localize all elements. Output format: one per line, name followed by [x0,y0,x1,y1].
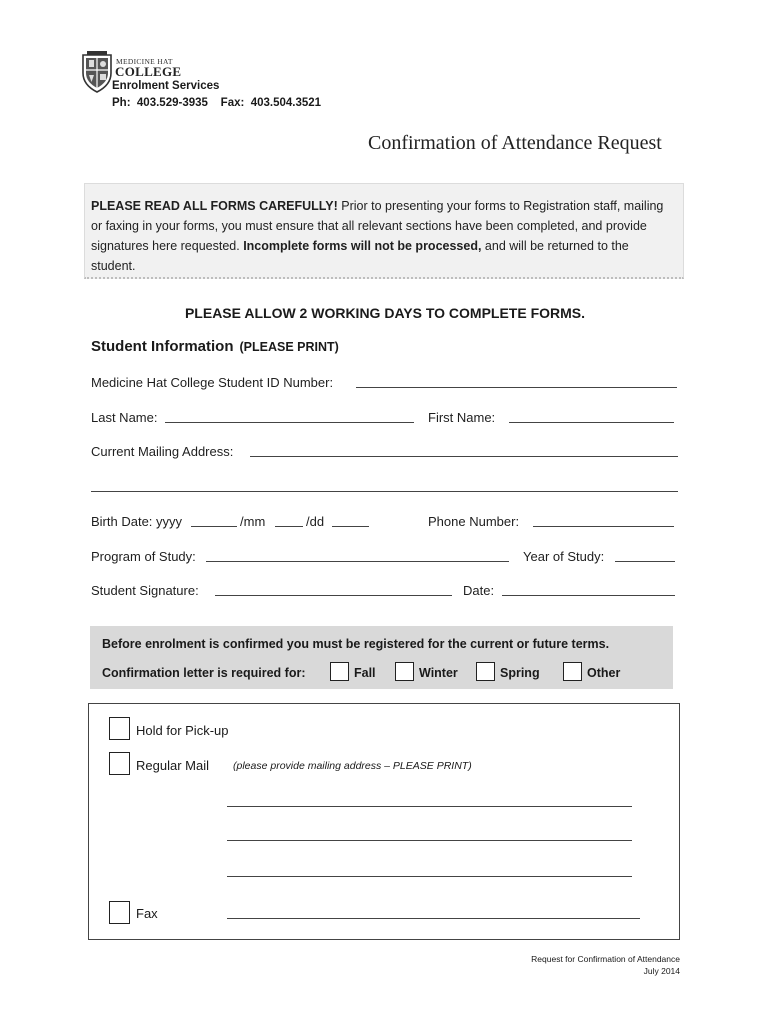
page-title: Confirmation of Attendance Request [368,132,662,154]
fax-number-line[interactable] [227,918,640,919]
fax-label: Fax [136,906,158,921]
address-label: Current Mailing Address: [91,444,234,459]
notice-text-1: Prior to presenting your forms to Registration staff, mailing or faxing in your forms, you must ensure that all relevant sections have been completed, and provide signatures here requested. [91,199,664,253]
winter-checkbox[interactable] [395,662,414,681]
logo-line-college: COLLEGE [115,64,182,79]
fall-checkbox[interactable] [330,662,349,681]
pickup-label: Hold for Pick-up [136,723,229,738]
year-label: Year of Study: [523,549,605,564]
signature-line[interactable] [215,595,452,596]
pickup-checkbox[interactable] [109,717,130,740]
mail-address-hint: (please provide mailing address – PLEASE PRINT) [233,760,472,772]
mail-address-line-3[interactable] [227,876,632,877]
birth-year-line[interactable] [191,526,237,527]
footer-date: July 2014 [643,966,680,976]
notice-text-2: and will be returned to the student. [91,239,629,273]
signature-label: Student Signature: [91,583,199,598]
student-id-label: Medicine Hat College Student ID Number: [91,375,334,390]
last-name-label: Last Name: [91,410,158,425]
department-name: Enrolment Services [112,80,220,92]
birth-day-line[interactable] [332,526,369,527]
notice-bold-lead: PLEASE READ ALL FORMS CAREFULLY! [91,199,338,213]
birth-day-label: /dd [306,514,325,529]
other-label: Other [587,666,621,680]
notice-text [91,196,676,276]
first-name-line[interactable] [509,422,674,423]
logo-line-medicine-hat: MEDICINE HAT [116,57,173,66]
phone-line[interactable] [533,526,674,527]
footer-form-name: Request for Confirmation of Attendance [531,954,680,964]
spring-checkbox[interactable] [476,662,495,681]
student-id-line[interactable] [356,387,677,388]
birth-date-label: Birth Date: yyyy [91,514,183,529]
address-line-1[interactable] [250,456,678,457]
regular-mail-checkbox[interactable] [109,752,130,775]
regular-mail-label: Regular Mail [136,758,209,773]
section-title: Student Information [91,338,234,355]
last-name-line[interactable] [165,422,414,423]
birth-month-line[interactable] [275,526,303,527]
program-label: Program of Study: [91,549,196,564]
confirmation-requirement: Before enrolment is confirmed you must be registered for the current or future terms. [102,637,610,651]
delivery-method-box [88,703,680,940]
fall-label: Fall [354,666,376,680]
notice-bold-mid: Incomplete forms will not be processed, [243,239,482,253]
other-checkbox[interactable] [563,662,582,681]
mail-address-line-2[interactable] [227,840,632,841]
birth-month-label: /mm [240,514,266,529]
year-line[interactable] [615,561,675,562]
address-line-2[interactable] [91,491,678,492]
confirmation-letter-label: Confirmation letter is required for: [102,666,306,680]
program-line[interactable] [206,561,509,562]
processing-time-notice: PLEASE ALLOW 2 WORKING DAYS TO COMPLETE FORMS. [184,305,586,321]
mail-address-line-1[interactable] [227,806,632,807]
first-name-label: First Name: [428,410,496,425]
student-info-heading [91,338,339,355]
college-crest-logo [81,51,113,93]
date-line[interactable] [502,595,675,596]
winter-label: Winter [419,666,458,680]
phone-label: Phone Number: [428,514,520,529]
fax-checkbox[interactable] [109,901,130,924]
section-subtitle: (PLEASE PRINT) [239,340,339,354]
contact-numbers: Ph: 403.529-3935 Fax: 403.504.3521 [112,97,322,109]
date-label: Date: [463,583,495,598]
spring-label: Spring [500,666,540,680]
